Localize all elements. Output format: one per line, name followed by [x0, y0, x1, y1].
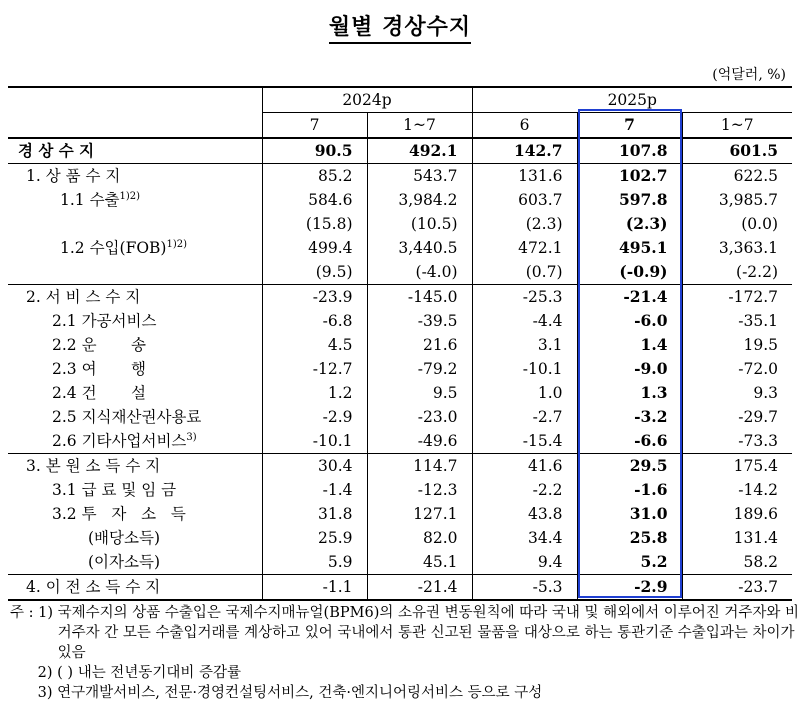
cell-value: 4.5	[262, 333, 367, 357]
cell-value: 3,985.7	[682, 188, 792, 212]
table-row	[8, 333, 792, 357]
header-col: 6	[472, 113, 577, 139]
cell-value: -23.9	[262, 285, 367, 310]
header-col: 7	[577, 113, 682, 139]
row-label	[8, 526, 262, 550]
cell-value: 499.4	[262, 236, 367, 260]
cell-value: 19.5	[682, 333, 792, 357]
row-label-text: 2.3 여 행	[52, 360, 147, 378]
cell-value: 9.5	[367, 381, 472, 405]
header-col: 1~7	[682, 113, 792, 139]
cell-value: -21.4	[577, 285, 682, 310]
cell-value: 31.0	[577, 502, 682, 526]
cell-value: -2.7	[472, 405, 577, 429]
cell-value: 142.7	[472, 138, 577, 164]
cell-value: 31.8	[262, 502, 367, 526]
cell-value: -9.0	[577, 357, 682, 381]
table-row	[8, 188, 792, 212]
row-label-text: 3.2 투 자 소 득	[52, 505, 186, 523]
cell-value: -35.1	[682, 309, 792, 333]
row-label	[8, 575, 262, 601]
row-label	[8, 333, 262, 357]
row-label-text: (이자소득)	[88, 553, 160, 571]
table-row	[8, 285, 792, 310]
table-row	[8, 526, 792, 550]
current-account-table	[8, 86, 792, 601]
row-label-text: 2.4 건 설	[52, 384, 147, 402]
cell-value: 131.4	[682, 526, 792, 550]
row-label	[8, 188, 262, 212]
row-label	[8, 405, 262, 429]
footnote-item	[10, 683, 800, 703]
cell-value: -1.1	[262, 575, 367, 601]
cell-value: -5.3	[472, 575, 577, 601]
table-row	[8, 454, 792, 479]
row-label	[8, 429, 262, 454]
row-label-text: 4. 이 전 소 득 수 지	[26, 578, 161, 596]
cell-value: 495.1	[577, 236, 682, 260]
cell-value: 102.7	[577, 164, 682, 189]
cell-value: 58.2	[682, 550, 792, 575]
table-row	[8, 138, 792, 164]
row-label	[8, 550, 262, 575]
cell-value: (0.0)	[682, 212, 792, 236]
table-row	[8, 502, 792, 526]
cell-value: 1.2	[262, 381, 367, 405]
cell-value: 1.0	[472, 381, 577, 405]
cell-value: 597.8	[577, 188, 682, 212]
cell-value: -29.7	[682, 405, 792, 429]
cell-value: 175.4	[682, 454, 792, 479]
table-row	[8, 357, 792, 381]
cell-value: (2.3)	[577, 212, 682, 236]
table-row	[8, 381, 792, 405]
cell-value: -21.4	[367, 575, 472, 601]
row-label	[8, 309, 262, 333]
row-label-text: 2.5 지식재산권사용료	[52, 408, 202, 426]
cell-value: -79.2	[367, 357, 472, 381]
cell-value: -25.3	[472, 285, 577, 310]
cell-value: (0.7)	[472, 260, 577, 285]
cell-value: 9.3	[682, 381, 792, 405]
row-label	[8, 138, 262, 164]
cell-value: 107.8	[577, 138, 682, 164]
header-col: 7	[262, 113, 367, 139]
cell-value: -172.7	[682, 285, 792, 310]
cell-value: 127.1	[367, 502, 472, 526]
cell-value: -73.3	[682, 429, 792, 454]
cell-value: -4.4	[472, 309, 577, 333]
cell-value: (15.8)	[262, 212, 367, 236]
header-year-2025: 2025p	[472, 87, 792, 113]
row-label-text: 2.1 가공서비스	[52, 312, 157, 330]
unit-label: (억달러, %)	[712, 67, 786, 83]
table-row	[8, 236, 792, 260]
cell-value: 29.5	[577, 454, 682, 479]
cell-value: -23.7	[682, 575, 792, 601]
row-label-text: 1.1 수출	[60, 191, 120, 209]
cell-value: 114.7	[367, 454, 472, 479]
footnote-ref: 1)2)	[119, 190, 141, 202]
cell-value: -39.5	[367, 309, 472, 333]
cell-value: 584.6	[262, 188, 367, 212]
cell-value: 1.3	[577, 381, 682, 405]
cell-value: (9.5)	[262, 260, 367, 285]
cell-value: 5.9	[262, 550, 367, 575]
footnote-item	[10, 663, 800, 683]
table-row	[8, 212, 792, 236]
cell-value: -6.0	[577, 309, 682, 333]
cell-value: 9.4	[472, 550, 577, 575]
cell-value: (2.3)	[472, 212, 577, 236]
cell-value: 21.6	[367, 333, 472, 357]
page-title: 월별 경상수지	[0, 10, 800, 41]
cell-value: 622.5	[682, 164, 792, 189]
row-label	[8, 357, 262, 381]
cell-value: -72.0	[682, 357, 792, 381]
cell-value: -6.6	[577, 429, 682, 454]
row-label-text: 경 상 수 지	[18, 141, 95, 160]
cell-value: -10.1	[262, 429, 367, 454]
row-label	[8, 164, 262, 189]
footnote-item	[10, 603, 800, 663]
row-label	[8, 478, 262, 502]
cell-value: -1.4	[262, 478, 367, 502]
cell-value: (-4.0)	[367, 260, 472, 285]
table-row	[8, 429, 792, 454]
row-label	[8, 454, 262, 479]
cell-value: 543.7	[367, 164, 472, 189]
row-label	[8, 285, 262, 310]
cell-value: 41.6	[472, 454, 577, 479]
row-label-text: 1. 상 품 수 지	[26, 167, 121, 185]
cell-value: 5.2	[577, 550, 682, 575]
cell-value: 43.8	[472, 502, 577, 526]
table-row	[8, 260, 792, 285]
cell-value: 3,440.5	[367, 236, 472, 260]
table-row	[8, 164, 792, 189]
footnote-text: 국제수지의 상품 수출입은 국제수지매뉴얼(BPM6)의 소유권 변동원칙에 따라 국내 및 해외에서 이루어진 거주자와 비거주자 간 모든 수출입거래를 계상하고 있어 국내에서 통관 신고된 물품을 대상으로 하는 통관기준 수출입과는 차이가 있음	[57, 605, 800, 661]
cell-value: -3.2	[577, 405, 682, 429]
cell-value: 34.4	[472, 526, 577, 550]
table-row	[8, 478, 792, 502]
footnote-text: ( ) 내는 전년동기대비 증감률	[57, 665, 241, 681]
row-label-text: 2.6 기타사업서비스	[52, 432, 187, 450]
row-label-text: (배당소득)	[88, 529, 160, 547]
cell-value: 492.1	[367, 138, 472, 164]
cell-value: -145.0	[367, 285, 472, 310]
row-label-text: 2. 서 비 스 수 지	[26, 288, 141, 306]
cell-value: (10.5)	[367, 212, 472, 236]
cell-value: 601.5	[682, 138, 792, 164]
cell-value: -49.6	[367, 429, 472, 454]
footnote-text: 연구개발서비스, 전문·경영컨설팅서비스, 건축·엔지니어링서비스 등으로 구성	[57, 685, 543, 701]
footnote-number: 주 : 1)	[10, 605, 58, 621]
cell-value: -2.9	[262, 405, 367, 429]
cell-value: 82.0	[367, 526, 472, 550]
footnote-number: 3)	[10, 685, 58, 701]
row-label	[8, 236, 262, 260]
row-label-text: 3.1 급 료 및 임 금	[52, 481, 177, 499]
cell-value: -2.9	[577, 575, 682, 601]
header-blank	[8, 87, 262, 138]
cell-value: 45.1	[367, 550, 472, 575]
cell-value: 472.1	[472, 236, 577, 260]
header-row-years	[8, 87, 792, 113]
header-col: 1~7	[367, 113, 472, 139]
cell-value: -10.1	[472, 357, 577, 381]
header-year-2024: 2024p	[262, 87, 472, 113]
cell-value: 25.8	[577, 526, 682, 550]
cell-value: 25.9	[262, 526, 367, 550]
cell-value: 131.6	[472, 164, 577, 189]
cell-value: -15.4	[472, 429, 577, 454]
cell-value: 1.4	[577, 333, 682, 357]
table-row	[8, 575, 792, 601]
cell-value: (-2.2)	[682, 260, 792, 285]
cell-value: 3,984.2	[367, 188, 472, 212]
footnote-number: 2)	[10, 665, 58, 681]
cell-value: -23.0	[367, 405, 472, 429]
row-label-text: 1.2 수입(FOB)	[60, 239, 167, 257]
cell-value: 3.1	[472, 333, 577, 357]
row-label-text: 2.2 운 송	[52, 336, 147, 354]
row-label	[8, 212, 262, 236]
cell-value: -12.7	[262, 357, 367, 381]
footnote-ref: 1)2)	[166, 238, 188, 250]
cell-value: -2.2	[472, 478, 577, 502]
cell-value: 90.5	[262, 138, 367, 164]
cell-value: 85.2	[262, 164, 367, 189]
cell-value: -12.3	[367, 478, 472, 502]
footnotes	[10, 603, 800, 703]
table-row	[8, 309, 792, 333]
row-label	[8, 381, 262, 405]
cell-value: 189.6	[682, 502, 792, 526]
cell-value: -6.8	[262, 309, 367, 333]
cell-value: -1.6	[577, 478, 682, 502]
cell-value: (-0.9)	[577, 260, 682, 285]
cell-value: 603.7	[472, 188, 577, 212]
row-label	[8, 502, 262, 526]
cell-value: 30.4	[262, 454, 367, 479]
cell-value: -14.2	[682, 478, 792, 502]
table-row	[8, 405, 792, 429]
table-row	[8, 550, 792, 575]
cell-value: 3,363.1	[682, 236, 792, 260]
row-label-text: 3. 본 원 소 득 수 지	[26, 457, 161, 475]
footnote-ref: 3)	[186, 431, 197, 443]
row-label	[8, 260, 262, 285]
